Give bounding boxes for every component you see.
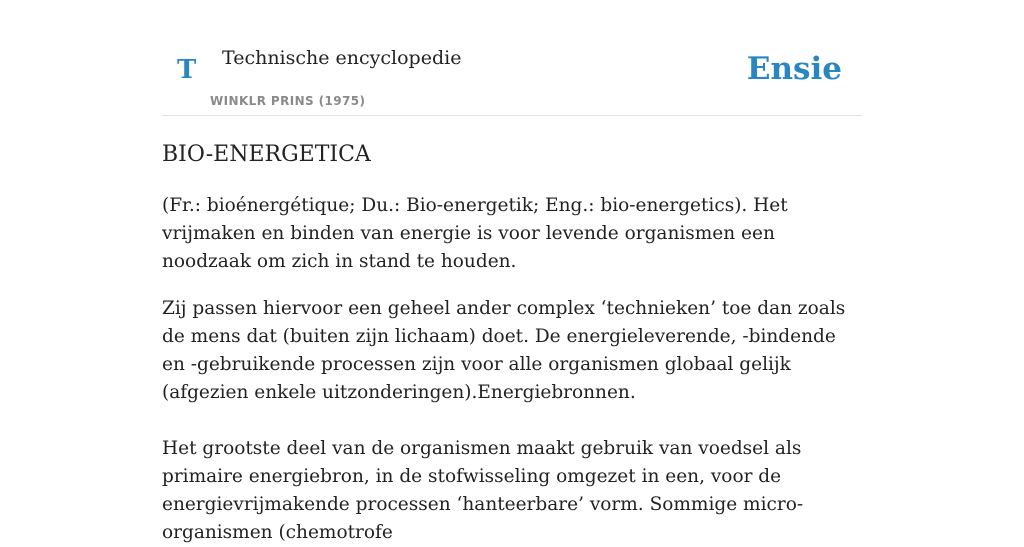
paragraph: (Fr.: bioénergétique; Du.: Bio-energetik; Eng.: bio-energetics). Het vrijmaken en binden van energie is voor levende organismen een noodzaak om zich in stand te houden. <box>162 195 788 272</box>
series-title[interactable]: Technische encyclopedie <box>222 47 462 69</box>
source-label: WINKLR PRINS (1975) <box>210 94 366 108</box>
article-title: BIO-ENERGETICA <box>162 142 371 167</box>
series-logo-icon[interactable]: T <box>177 55 197 85</box>
brand-logo[interactable]: Ensie <box>746 51 842 87</box>
header <box>162 0 862 116</box>
paragraph: Zij passen hiervoor een geheel ander complex ‘technieken’ toe dan zoals de mens dat (buiten zijn lichaam) doet. De energieleverende, -bindende en -gebruikende processen zijn voor alle organismen globaal gelijk (afgezien enkele uitzonderingen).Energiebronnen. <box>162 298 846 403</box>
article-body <box>162 192 862 547</box>
paragraph: Het grootste deel van de organismen maakt gebruik van voedsel als primaire energiebron, in de stofwisseling omgezet in een, voor de energievrijmakende processen ‘hanteerbare’ vorm. Sommige micro-organismen (chemotrofe <box>162 438 804 543</box>
page <box>162 0 862 543</box>
